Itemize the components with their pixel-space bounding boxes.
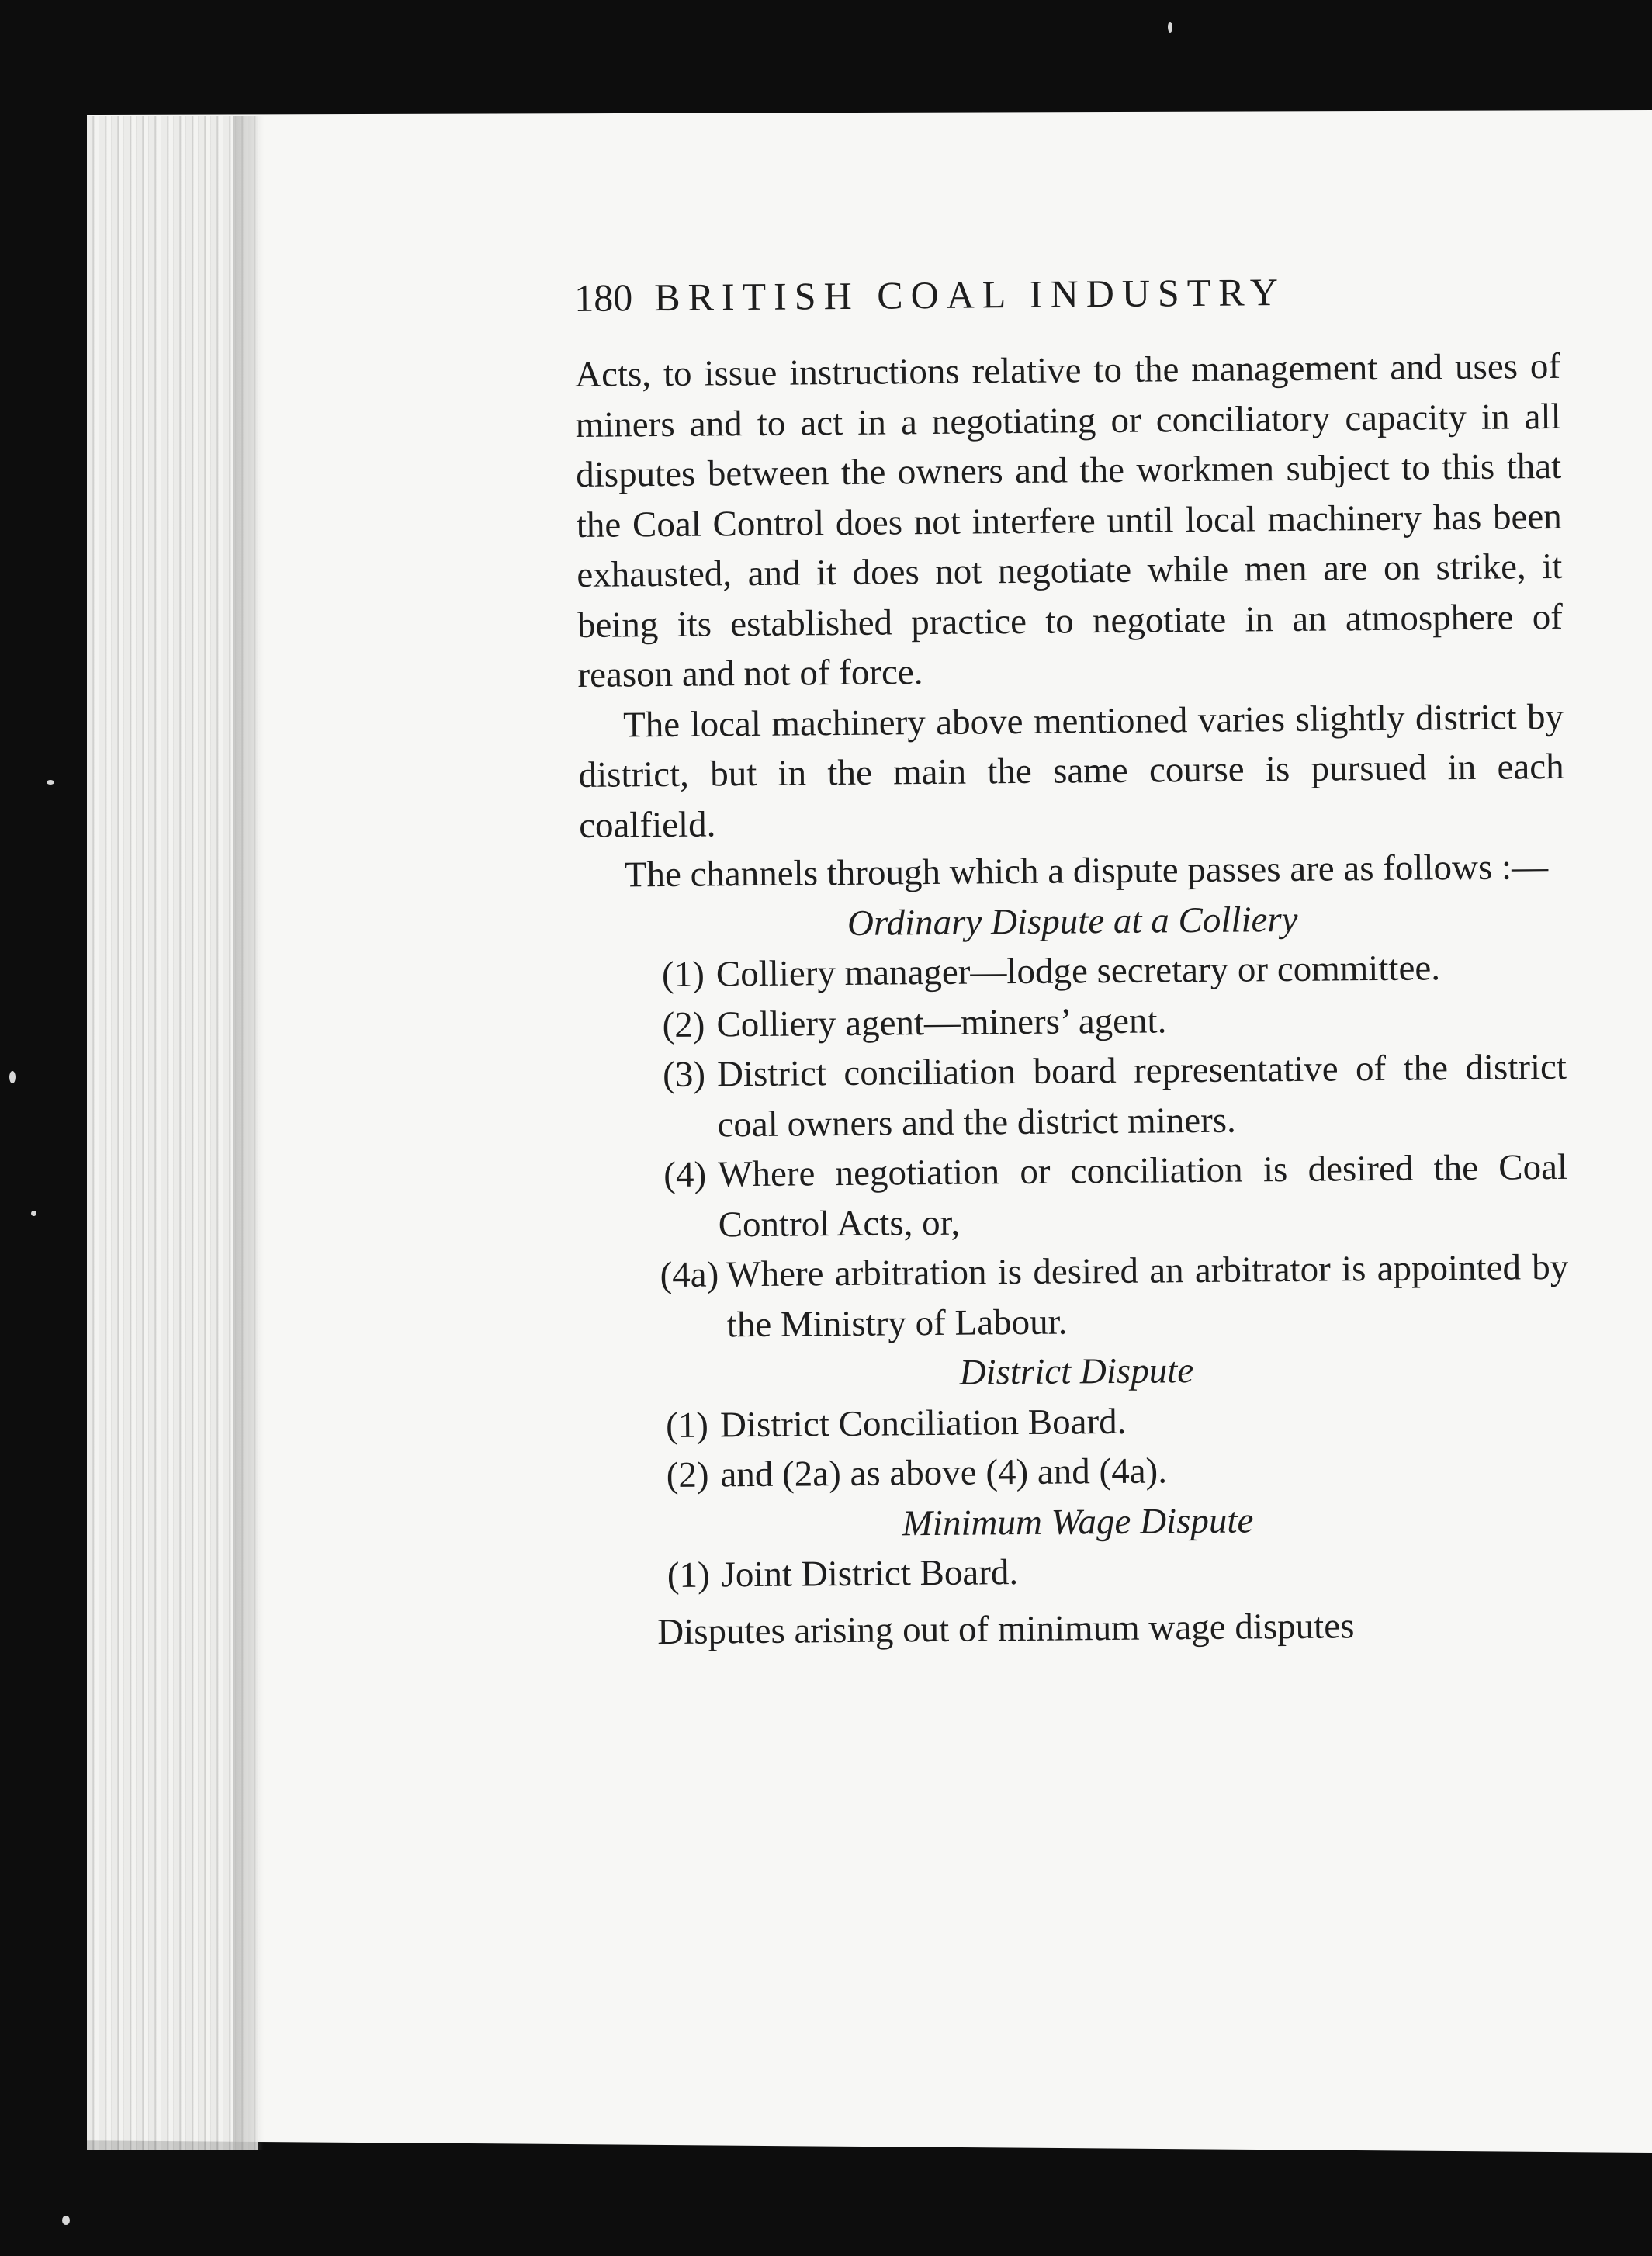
item-text: Where arbitration is desired an arbitrator is appointed by the Ministry of Labour. [726, 1246, 1569, 1345]
item-number: (2) [662, 1004, 705, 1045]
dust-speck [31, 1211, 36, 1216]
page-number: 180 [574, 276, 633, 320]
closing-line: Disputes arising out of minimum wage disputes [657, 1605, 1355, 1652]
list-item [580, 942, 1567, 1001]
running-header [574, 267, 1560, 321]
list-item [584, 1443, 1571, 1502]
item-text: District conciliation board representative of the district coal owners and the district miners. [716, 1046, 1567, 1145]
list-item [584, 1392, 1571, 1451]
running-title: BRITISH COAL INDUSTRY [654, 269, 1287, 320]
dust-speck [47, 780, 54, 785]
item-text: Joint District Board. [721, 1552, 1019, 1596]
item-text: District Conciliation Board. [719, 1401, 1127, 1445]
dust-speck [1168, 22, 1172, 33]
page-gutter-shadow [233, 116, 264, 2150]
item-text: Colliery agent—miners’ agent. [716, 1000, 1167, 1045]
list-item [581, 1042, 1567, 1151]
item-number: (3) [662, 1054, 706, 1096]
item-number: (4a) [660, 1254, 719, 1296]
list-item [583, 1242, 1569, 1351]
item-number: (1) [661, 954, 705, 996]
item-text: and (2a) as above (4) and (4a). [720, 1450, 1168, 1495]
paragraph: The local machinery above mentioned varies slightly district by district, but in the main the same course is pursued in each coalfield. [578, 696, 1564, 846]
list [580, 942, 1569, 1351]
list-item [582, 1142, 1568, 1251]
section-heading: Ordinary Dispute at a Colliery [847, 899, 1298, 944]
list-item [585, 1543, 1571, 1602]
paragraph: The channels through which a dispute passes are as follows :— [624, 847, 1549, 896]
list [584, 1392, 1571, 1501]
item-number: (1) [665, 1405, 709, 1446]
item-text: Where negotiation or conciliation is desired the Coal Control Acts, or, [717, 1146, 1568, 1245]
item-number: (2) [666, 1454, 709, 1496]
section-heading: Minimum Wage Dispute [902, 1499, 1254, 1544]
page-text [574, 267, 1571, 1658]
dust-speck [9, 1071, 16, 1083]
item-number: (4) [663, 1154, 707, 1196]
list [585, 1543, 1571, 1602]
paragraph: Acts, to issue instructions relative to the management and uses of miners and to act in a negotiating or conciliatory capacity in all disputes between the owners and the workmen subject to this that the Coal Control does not interfere until local machinery has been exhausted, and it does not negotiate while men are on strike, it being its established practice to negotiate in an atmosphere of reason and not of force. [574, 345, 1564, 695]
dust-speck [62, 2216, 70, 2225]
item-number: (1) [667, 1554, 710, 1596]
page-edges [87, 116, 258, 2150]
item-text: Colliery manager—lodge secretary or committee. [715, 948, 1441, 995]
section-heading: District Dispute [959, 1350, 1194, 1393]
list-item [580, 992, 1567, 1051]
